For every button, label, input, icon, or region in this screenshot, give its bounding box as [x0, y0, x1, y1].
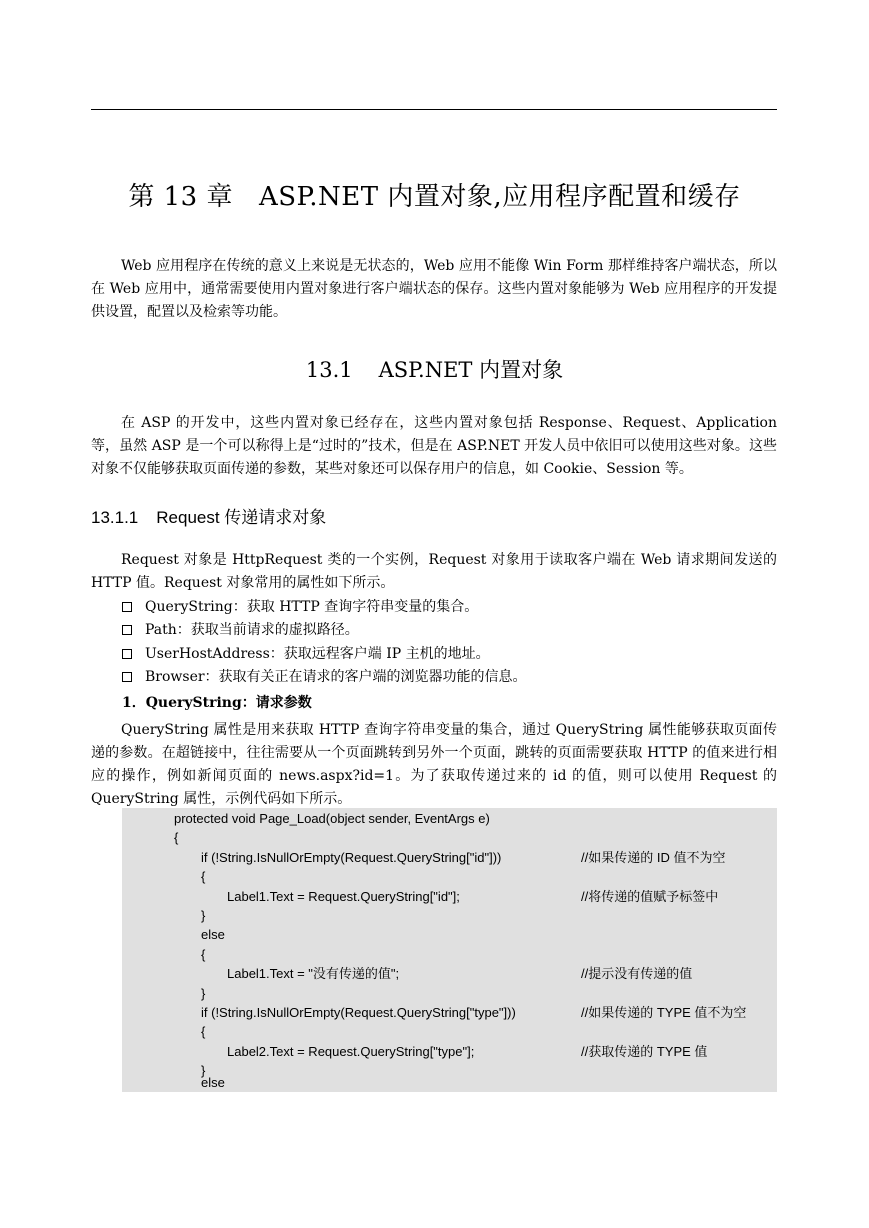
code-line: } [201, 985, 206, 1001]
checkbox-bullet-icon [122, 672, 132, 682]
subsection-paragraph: Request 对象是 HttpRequest 类的一个实例，Request 对象用于读取客户端在 Web 请求期间发送的 HTTP 值。Request 对象常用的属性如下所示。 [91, 552, 777, 591]
list-item: Browser：获取有关正在请求的客户端的浏览器功能的信息。 [122, 666, 527, 689]
code-line: { [201, 946, 206, 962]
code-line: } [201, 908, 206, 923]
code-line: } [201, 1063, 206, 1079]
code-line: else [201, 1075, 225, 1090]
code-comment: //获取传递的 TYPE 值 [581, 1043, 708, 1059]
code-line: protected void Page_Load(object sender, EventArgs e) [174, 811, 490, 826]
intro-paragraph: Web 应用程序在传统的意义上来说是无状态的，Web 应用不能像 Win Form 那样维持客户端状态，所以在 Web 应用中，通常需要使用内置对象进行客户端状态的保存。这些内置对象能够为 Web 应用程序的开发提供设置，配置以及检索等功能。 [91, 258, 777, 320]
list-item: Path：获取当前请求的虚拟路径。 [122, 619, 527, 642]
code-line: { [174, 830, 179, 846]
item-heading: 1．QueryString：请求参数 [122, 695, 312, 711]
code-comment: //将传递的值赋予标签中 [581, 888, 719, 904]
property-list [122, 596, 527, 689]
list-item: QueryString：获取 HTTP 查询字符串变量的集合。 [122, 596, 527, 619]
code-line: Label1.Text = "没有传递的值"; [227, 966, 400, 982]
code-comment: //如果传递的 ID 值不为空 [581, 849, 726, 865]
code-line: if (!String.IsNullOrEmpty(Request.QueryString["id"])) [201, 849, 502, 865]
chapter-title-text: ASP.NET 内置对象,应用程序配置和缓存 [258, 182, 741, 212]
code-line: { [201, 1024, 206, 1040]
subsection-title-text: Request 传递请求对象 [156, 508, 327, 527]
code-line: { [201, 869, 206, 885]
list-item: UserHostAddress：获取远程客户端 IP 主机的地址。 [122, 643, 527, 666]
code-line: Label1.Text = Request.QueryString["id"]; [227, 888, 460, 904]
querystring-paragraph: QueryString 属性是用来获取 HTTP 查询字符串变量的集合，通过 QueryString 属性能够获取页面传递的参数。在超链接中，往往需要从一个页面跳转到另外一个页面，跳转的页面需要获取 HTTP 的值来进行相应的操作，例如新闻页面的 news.aspx?id=1。为了获取传递过来的 id 的值，则可以使用 Request 的 QueryString 属性，示例代码如下所示。 [91, 722, 777, 807]
chapter-title [0, 176, 869, 213]
code-block [122, 808, 777, 1092]
chapter-number: 第 13 章 [128, 182, 233, 212]
section-paragraph: 在 ASP 的开发中，这些内置对象已经存在，这些内置对象包括 Response、Request、Application 等，虽然 ASP 是一个可以称得上是“过时的”技术，但是在 ASP.NET 开发人员中依旧可以使用这些对象。这些对象不仅能够获取页面传递的参数，某些对象还可以保存用户的信息，如 Cookie、Session 等。 [91, 415, 777, 477]
section-title [0, 354, 869, 384]
section-title-text: ASP.NET 内置对象 [378, 358, 564, 382]
code-line: else [201, 927, 225, 943]
checkbox-bullet-icon [122, 625, 132, 635]
checkbox-bullet-icon [122, 602, 132, 612]
code-comment: //提示没有传递的值 [581, 966, 693, 982]
checkbox-bullet-icon [122, 649, 132, 659]
code-line: Label2.Text = Request.QueryString["type"]; [227, 1043, 475, 1059]
code-line: if (!String.IsNullOrEmpty(Request.QueryString["type"])) [201, 1005, 516, 1020]
subsection-title [91, 503, 326, 528]
code-comment: //如果传递的 TYPE 值不为空 [581, 1005, 747, 1020]
subsection-number: 13.1.1 [91, 508, 139, 527]
header-rule [91, 109, 777, 110]
section-number: 13.1 [305, 358, 353, 382]
